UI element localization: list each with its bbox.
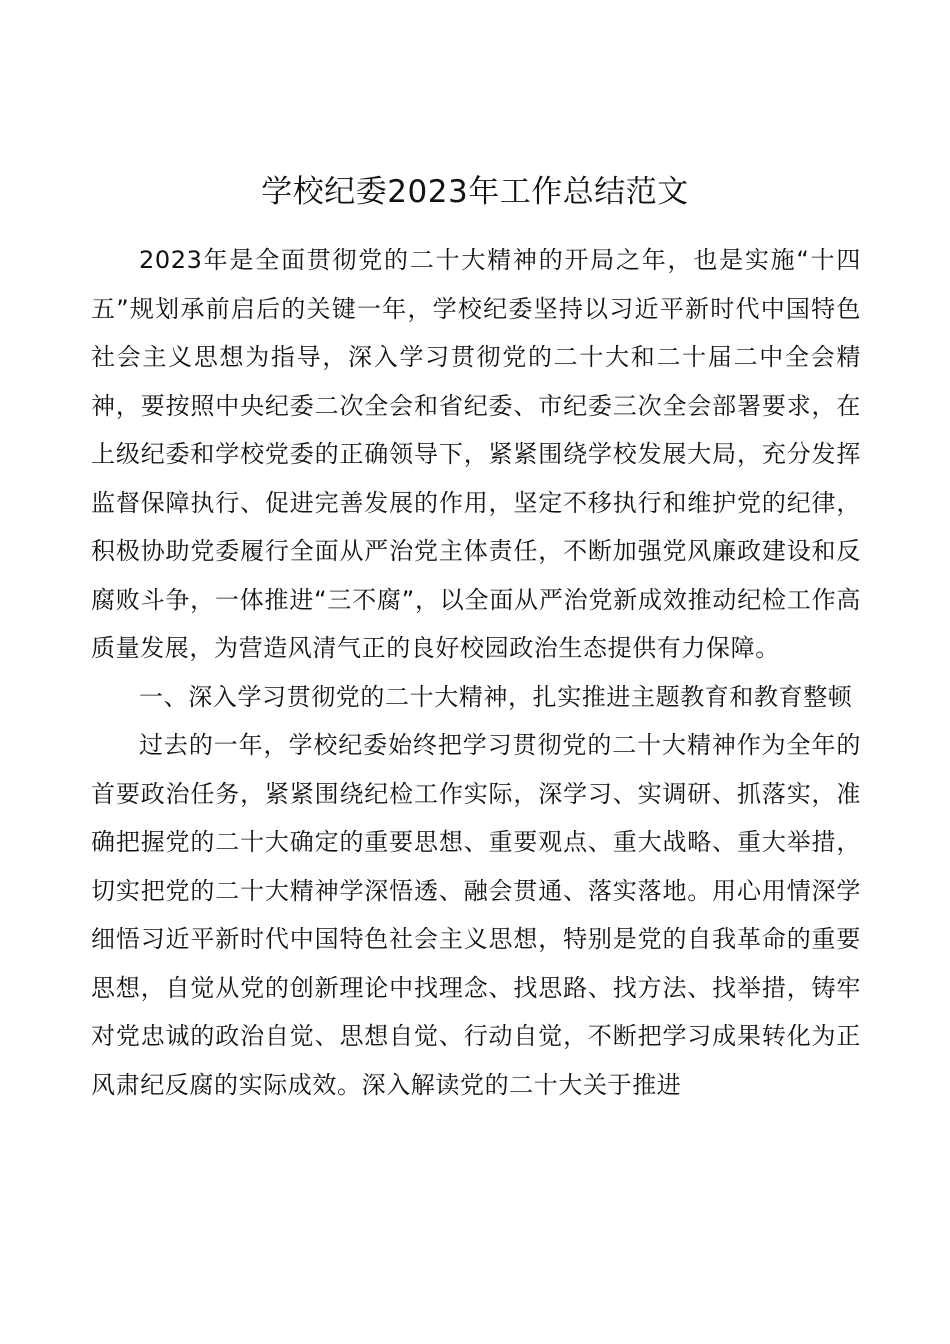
section-heading-1: 一、深入学习贯彻党的二十大精神，扎实推进主题教育和教育整顿 (139, 682, 853, 711)
intro-paragraph: 2023年是全面贯彻党的二十大精神的开局之年，也是实施“十四五”规划承前启后的关键一年，学校纪委坚持以习近平新时代中国特色社会主义思想为指导，深入学习贯彻党的二十大和二十届二中全会精神，要按照中央纪委二次全会和省纪委、市纪委三次全会部署要求，在上级纪委和学校党委的正确领导下，紧紧围绕学校发展大局，充分发挥监督保障执行、促进完善发展的作用，坚定不移执行和维护党的纪律，积极协助党委履行全面从严治党主体责任，不断加强党风廉政建设和反腐败斗争，一体推进“三不腐”，以全面从严治党新成效推动纪检工作高质量发展，为营造风清气正的良好校园政治生态提供有力保障。 (91, 246, 861, 662)
document-title: 学校纪委2023年工作总结范文 (261, 174, 689, 210)
section-1-paragraph: 过去的一年，学校纪委始终把学习贯彻党的二十大精神作为全年的首要政治任务，紧紧围绕纪检工作实际，深学习、实调研、抓落实，准确把握党的二十大确定的重要思想、重要观点、重大战略、重大举措，切实把党的二十大精神学深悟透、融会贯通、落实落地。用心用情深学细悟习近平新时代中国特色社会主义思想，特别是党的自我革命的重要思想，自觉从党的创新理论中找理念、找思路、找方法、找举措，铸牢对党忠诚的政治自觉、思想自觉、行动自觉，不断把学习成果转化为正风肃纪反腐的实际成效。深入解读党的二十大关于推进 (91, 731, 861, 1099)
document-body (91, 236, 861, 1109)
